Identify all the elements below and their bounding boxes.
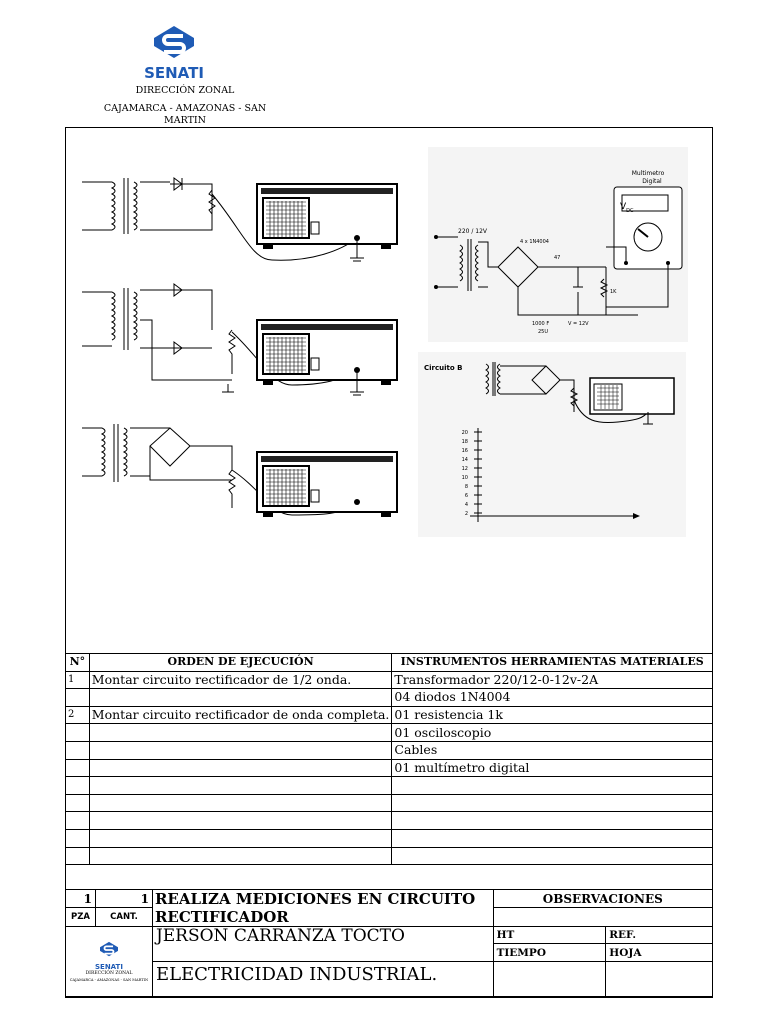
row-step [89,777,392,795]
header-region-2: MARTIN [164,115,206,126]
row-number: 1 [66,671,90,689]
y-tick-label: 2 [464,511,468,517]
row-material: 04 diodos 1N4004 [392,689,713,707]
row-number [66,812,90,830]
pza-label: PZA [66,908,96,927]
student-name: JERSON CARRANZA TOCTO [152,927,493,962]
row-number [66,724,90,742]
footer-logo [66,927,153,998]
table-row [66,759,713,777]
table-row [66,741,713,759]
circuit-b-label: Circuito B [424,364,463,372]
row-number [66,741,90,759]
row-step: Montar circuito rectificador de 1/2 onda. [89,671,392,689]
row-material: Cables [392,741,713,759]
row-material: 01 resistencia 1k [392,706,713,724]
title-block [65,889,713,998]
circuit-b-diagram [418,352,686,537]
program-name: ELECTRICIDAD INDUSTRIAL. [152,962,493,998]
task-title-line2: RECTIFICADOR [154,908,289,926]
table-row [66,812,713,830]
senati-logo-small-icon [98,941,120,959]
table-row [66,794,713,812]
resistor-47-label: 47 [554,255,561,261]
task-title-line1: REALIZA MEDICIONES EN CIRCUITO [154,890,476,908]
pza-value: 1 [66,890,96,908]
table-row [66,671,713,689]
y-tick-label: 4 [464,502,468,508]
resistor-1k-label: 1K [610,289,617,295]
y-tick-label: 20 [461,430,468,436]
header-direccion: DIRECCIÓN ZONAL [135,85,235,96]
y-tick-label: 16 [461,448,468,454]
transformer-label: 220 / 12V [458,228,488,235]
row-number [66,759,90,777]
footer-logo-brand: SENATI [95,963,123,971]
y-tick-label: 14 [461,457,468,463]
row-material: 01 multímetro digital [392,759,713,777]
hoja-value [606,962,713,998]
row-material [392,829,713,847]
y-tick-label: 10 [461,475,468,481]
table-row [66,724,713,742]
row-step [89,829,392,847]
table-row [66,689,713,707]
row-number [66,794,90,812]
row-step [89,689,392,707]
y-tick-label: 18 [461,439,468,445]
col-materials-header: INSTRUMENTOS HERRAMIENTAS MATERIALES [392,654,713,672]
cant-label: CANT. [95,908,152,927]
y-tick-label: 6 [464,493,468,499]
row-step [89,847,392,865]
row-number: 2 [66,706,90,724]
header-region: CAJAMARCA - AMAZONAS - SAN [103,103,267,114]
multimeter-label: Multimetro [631,170,665,177]
table-row [66,829,713,847]
ref-label: REF. [606,927,713,944]
observaciones-cell [493,908,712,927]
tiempo-value [493,962,606,998]
hoja-label: HOJA [606,944,713,962]
y-tick-label: 8 [464,484,468,490]
footer-logo-line2: CAJAMARCA - AMAZONAS - SAN MARTIN [69,978,149,982]
row-number [66,777,90,795]
table-row [66,777,713,795]
col-number-header: N° [66,654,90,672]
footer-logo-line1: DIRECCIÓN ZONAL [85,971,133,976]
multimeter-label-2: Digital [642,178,662,185]
vdc-label: $V_{DC}$ [620,202,634,214]
row-material: 01 osciloscopio [392,724,713,742]
y-tick-label: 12 [461,466,468,472]
row-step [89,724,392,742]
row-material [392,812,713,830]
table-row [66,706,713,724]
tiempo-label: TIEMPO [493,944,606,962]
bridge-multimeter-diagram [428,147,688,342]
row-step: Montar circuito rectificador de onda completa. [89,706,392,724]
row-material [392,794,713,812]
cap-voltage-label: 25U [538,329,549,335]
cap-label: 1000 F [532,321,550,327]
row-material [392,847,713,865]
zener-label: V = 12V [568,321,589,327]
senati-logo-icon [150,24,198,64]
row-step [89,794,392,812]
table-row [66,847,713,865]
ht-label: HT [493,927,606,944]
observaciones-header: OBSERVACIONES [493,890,712,908]
col-order-header: ORDEN DE EJECUCIÓN [89,654,392,672]
row-step [89,812,392,830]
row-number [66,829,90,847]
brand-name: SENATI [144,64,204,82]
row-step [89,759,392,777]
row-number [66,689,90,707]
procedure-table [65,653,713,865]
rectifier-diagrams [82,170,412,530]
row-step [89,741,392,759]
table-header-row [66,654,713,672]
row-material: Transformador 220/12-0-12v-2A [392,671,713,689]
diodes-label: 4 x 1N4004 [520,239,549,245]
row-number [66,847,90,865]
cant-value: 1 [95,890,152,908]
row-material [392,777,713,795]
